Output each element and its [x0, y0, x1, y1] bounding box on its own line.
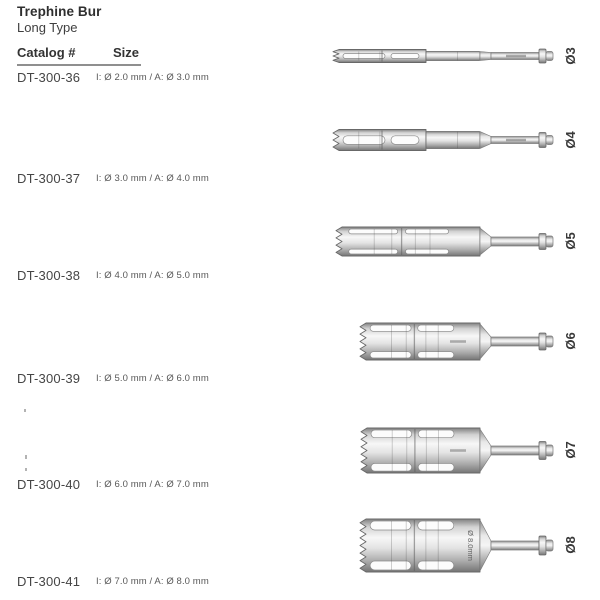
size-spec: I: Ø 7.0 mm / A: Ø 8.0 mm	[96, 576, 209, 587]
stray-mark	[25, 455, 27, 459]
catalog-number: DT-300-36	[17, 70, 81, 85]
header-underline	[17, 64, 141, 66]
size-spec: I: Ø 6.0 mm / A: Ø 7.0 mm	[96, 479, 209, 490]
diameter-label: Ø7	[562, 441, 578, 459]
stray-mark	[24, 409, 26, 412]
column-header-size: Size	[113, 45, 140, 60]
page-title: Trephine Bur	[17, 4, 102, 19]
diameter-label: Ø4	[562, 131, 578, 149]
trephine-bur-image	[357, 516, 555, 575]
diameter-label: Ø8	[562, 536, 578, 554]
trephine-bur-image	[357, 320, 555, 363]
size-spec: I: Ø 4.0 mm / A: Ø 5.0 mm	[96, 270, 209, 281]
svg-text:Ø 8.0mm: Ø 8.0mm	[466, 529, 475, 561]
diameter-label: Ø3	[562, 47, 578, 65]
column-header-catalog: Catalog #	[17, 45, 76, 60]
page-subtitle: Long Type	[17, 20, 78, 35]
catalog-number: DT-300-41	[17, 574, 81, 589]
catalog-number: DT-300-38	[17, 268, 81, 283]
trephine-bur-image	[333, 224, 555, 259]
size-spec: I: Ø 2.0 mm / A: Ø 3.0 mm	[96, 72, 209, 83]
trephine-bur-image	[330, 125, 555, 155]
trephine-bur-image	[330, 41, 555, 71]
trephine-bur-image	[358, 425, 555, 476]
catalog-number: DT-300-40	[17, 477, 81, 492]
diameter-label: Ø6	[562, 332, 578, 350]
catalog-number: DT-300-39	[17, 371, 81, 386]
diameter-label: Ø5	[562, 232, 578, 250]
catalog-number: DT-300-37	[17, 171, 81, 186]
stray-mark	[25, 468, 27, 471]
size-spec: I: Ø 3.0 mm / A: Ø 4.0 mm	[96, 173, 209, 184]
size-spec: I: Ø 5.0 mm / A: Ø 6.0 mm	[96, 373, 209, 384]
